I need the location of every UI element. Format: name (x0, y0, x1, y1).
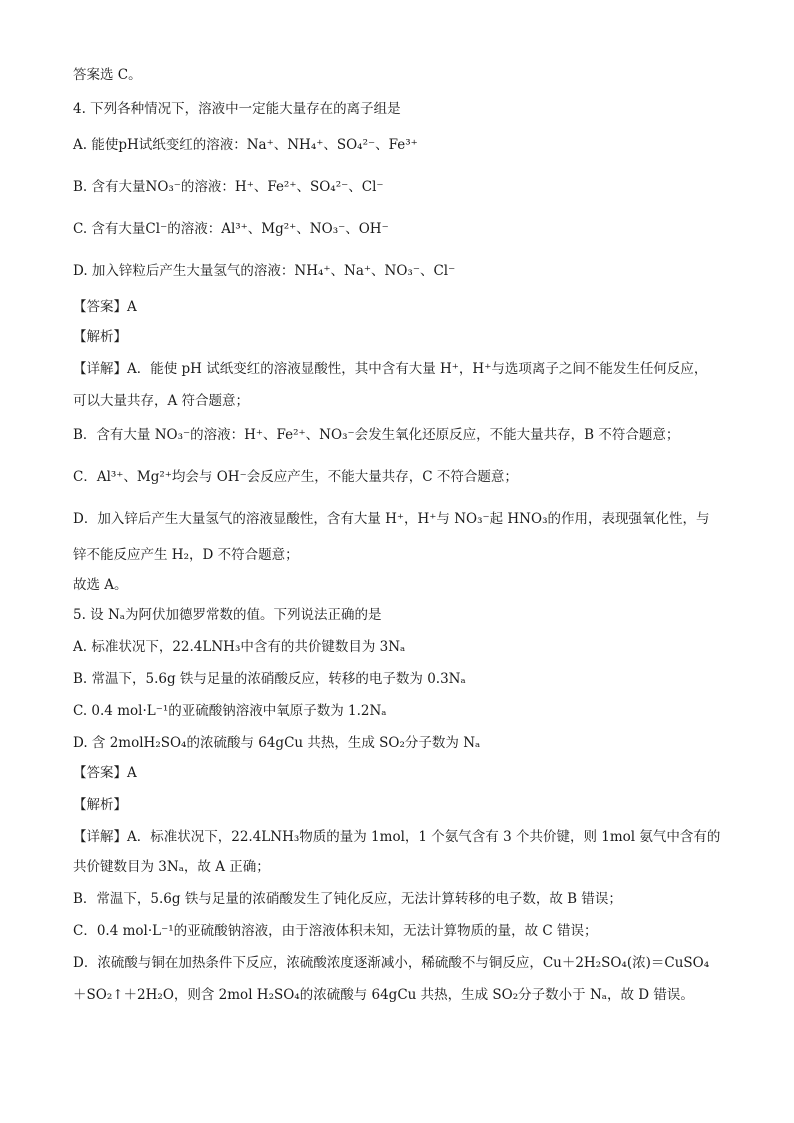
answer-label: 【答案】A (73, 299, 137, 315)
explanation-line: C．0.4 mol·L⁻¹的亚硫酸钠溶液，由于溶液体积未知，无法计算物质的量，故 C 错误； (73, 923, 598, 939)
explanation-line: 可以大量共存，A 符合题意； (73, 393, 250, 409)
question-4-stem: 4. 下列各种情况下，溶液中一定能大量存在的离子组是 (73, 101, 401, 117)
answer-conclusion: 答案选 C。 (73, 67, 142, 83)
explanation-line: 锌不能反应产生 H₂，D 不符合题意； (73, 547, 299, 563)
analysis-label: 【解析】 (73, 797, 127, 813)
explanation-line: C．Al³⁺、Mg²⁺均会与 OH⁻会反应产生，不能大量共存，C 不符合题意； (73, 469, 518, 485)
question-5-option-b: B. 常温下，5.6g 铁与足量的浓硝酸反应，转移的电子数为 0.3Nₐ (73, 671, 466, 687)
question-4-option-a: A. 能使pH试纸变红的溶液：Na⁺、NH₄⁺、SO₄²⁻、Fe³⁺ (73, 137, 418, 153)
question-4-option-d: D. 加入锌粒后产生大量氢气的溶液：NH₄⁺、Na⁺、NO₃⁻、Cl⁻ (73, 263, 456, 279)
analysis-label: 【解析】 (73, 329, 127, 345)
explanation-line: D．加入锌后产生大量氢气的溶液显酸性，含有大量 H⁺，H⁺与 NO₃⁻起 HNO₃的作用，表现强氧化性，与 (73, 511, 710, 527)
explanation-line: B．常温下，5.6g 铁与足量的浓硝酸发生了钝化反应，无法计算转移的电子数，故 B 错误； (73, 891, 622, 907)
explanation-conclusion: 故选 A。 (73, 577, 128, 593)
explanation-line: 【详解】A．能使 pH 试纸变红的溶液显酸性，其中含有大量 H⁺，H⁺与选项离子之间不能发生任何反应， (73, 361, 708, 377)
question-4-option-c: C. 含有大量Cl⁻的溶液：Al³⁺、Mg²⁺、NO₃⁻、OH⁻ (73, 221, 389, 237)
question-4-option-b: B. 含有大量NO₃⁻的溶液：H⁺、Fe²⁺、SO₄²⁻、Cl⁻ (73, 179, 384, 195)
explanation-line: B．含有大量 NO₃⁻的溶液：H⁺、Fe²⁺、NO₃⁻会发生氧化还原反应，不能大量共存，B 不符合题意； (73, 427, 680, 443)
question-5-option-a: A. 标准状况下，22.4LNH₃中含有的共价键数目为 3Nₐ (73, 639, 406, 655)
explanation-line: 共价键数目为 3Nₐ，故 A 正确； (73, 859, 270, 875)
explanation-line: D．浓硫酸与铜在加热条件下反应，浓硫酸浓度逐渐减小，稀硫酸不与铜反应，Cu＋2H₂SO₄(浓)＝CuSO₄ (73, 955, 710, 971)
explanation-line: 【详解】A．标准状况下，22.4LNH₃物质的量为 1mol，1 个氨气含有 3 个共价键，则 1mol 氨气中含有的 (73, 829, 721, 845)
question-5-stem: 5. 设 Nₐ为阿伏加德罗常数的值。下列说法正确的是 (73, 607, 382, 623)
answer-label: 【答案】A (73, 765, 137, 781)
explanation-line: ＋SO₂↑＋2H₂O，则含 2mol H₂SO₄的浓硫酸与 64gCu 共热，生成 SO₂分子数小于 Nₐ，故 D 错误。 (73, 987, 694, 1003)
question-5-option-d: D. 含 2molH₂SO₄的浓硫酸与 64gCu 共热，生成 SO₂分子数为 Nₐ (73, 735, 481, 751)
question-5-option-c: C. 0.4 mol·L⁻¹的亚硫酸钠溶液中氧原子数为 1.2Nₐ (73, 703, 387, 719)
